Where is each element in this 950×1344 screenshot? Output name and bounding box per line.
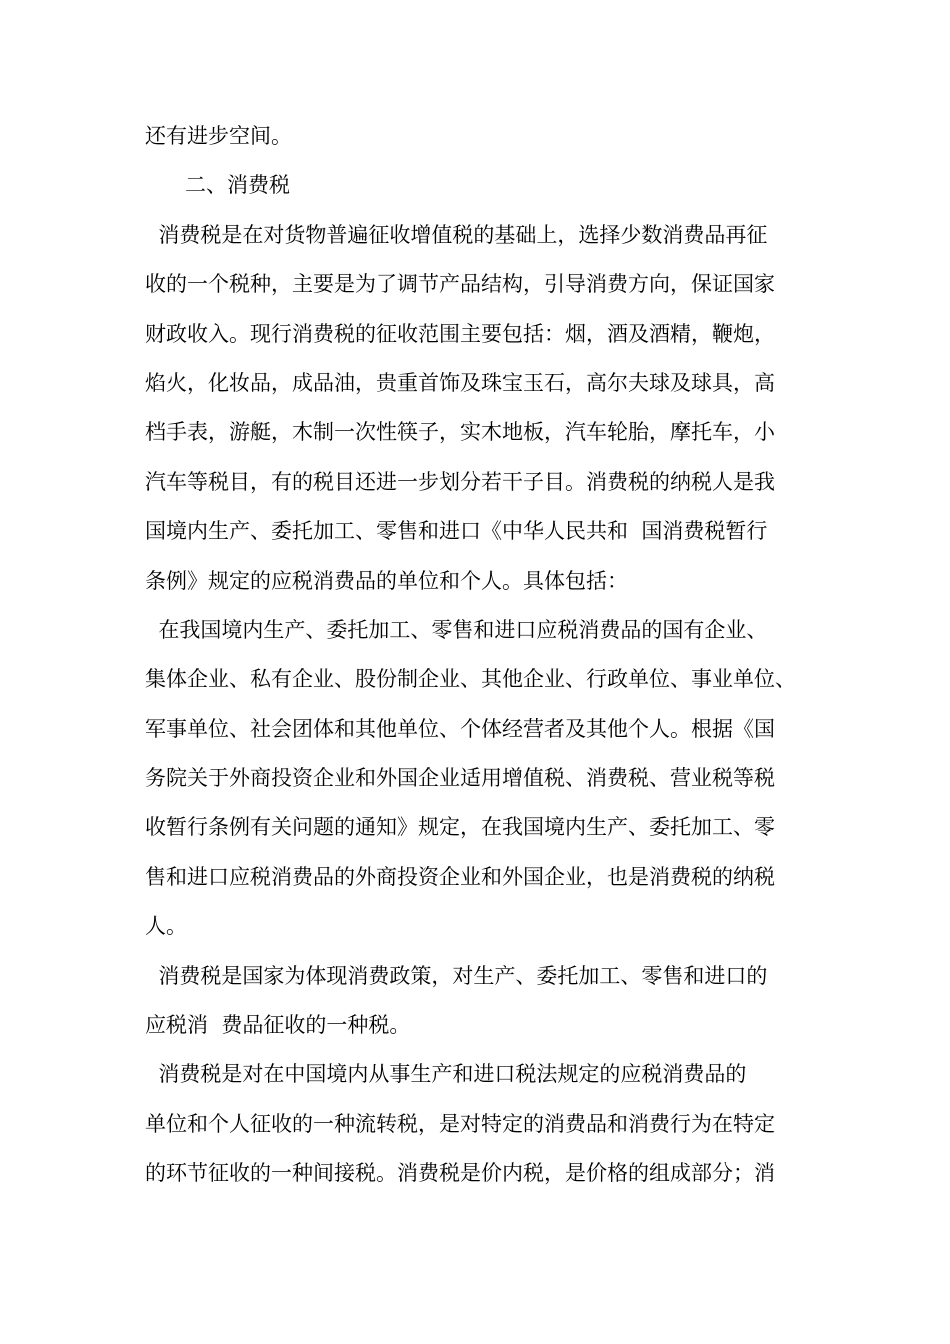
paragraph-line: 还有进步空间。 — [145, 124, 292, 148]
paragraph-line: 售和进口应税消费品的外商投资企业和外国企业，也是消费税的纳税 — [145, 864, 775, 889]
paragraph-line: 应税消 费品征收的一种税。 — [145, 1013, 411, 1038]
paragraph-line: 消费税是在对货物普遍征收增值税的基础上，选择少数消费品再征 — [145, 222, 768, 247]
paragraph-line: 务院关于外商投资企业和外国企业适用增值税、消费税、营业税等税 — [145, 766, 775, 791]
paragraph-line: 收的一个税种，主要是为了调节产品结构，引导消费方向，保证国家 — [145, 272, 775, 297]
paragraph-line: 集体企业、私有企业、股份制企业、其他企业、行政单位、事业单位、 — [145, 667, 796, 692]
paragraph-line: 财政收入。现行消费税的征收范围主要包括：烟，酒及酒精，鞭炮， — [145, 321, 775, 346]
section-heading: 二、消费税 — [145, 173, 291, 198]
paragraph-line: 的环节征收的一种间接税。消费税是价内税，是价格的组成部分；消 — [145, 1161, 775, 1186]
paragraph-line: 消费税是对在中国境内从事生产和进口税法规定的应税消费品的 — [145, 1062, 747, 1087]
paragraph-line: 焰火，化妆品，成品油，贵重首饰及珠宝玉石，高尔夫球及球具，高 — [145, 370, 775, 395]
paragraph-line: 军事单位、社会团体和其他单位、个体经营者及其他个人。根据《国 — [145, 716, 775, 741]
paragraph-line: 人。 — [145, 914, 187, 939]
paragraph-line: 收暂行条例有关问题的通知》规定，在我国境内生产、委托加工、零 — [145, 815, 775, 840]
paragraph-line: 汽车等税目，有的税目还进一步划分若干子目。消费税的纳税人是我 — [145, 469, 775, 494]
paragraph-line: 条例》规定的应税消费品的单位和个人。具体包括： — [145, 568, 628, 593]
document-body — [145, 112, 815, 1199]
paragraph-line: 档手表，游艇，木制一次性筷子，实木地板，汽车轮胎，摩托车，小 — [145, 420, 775, 445]
paragraph-line: 在我国境内生产、委托加工、零售和进口应税消费品的国有企业、 — [145, 617, 768, 642]
paragraph-line: 消费税是国家为体现消费政策，对生产、委托加工、零售和进口的 — [145, 963, 768, 988]
paragraph-line: 国境内生产、委托加工、零售和进口《中华人民共和 国消费税暂行 — [145, 519, 768, 544]
paragraph-line: 单位和个人征收的一种流转税，是对特定的消费品和消费行为在特定 — [145, 1111, 775, 1136]
